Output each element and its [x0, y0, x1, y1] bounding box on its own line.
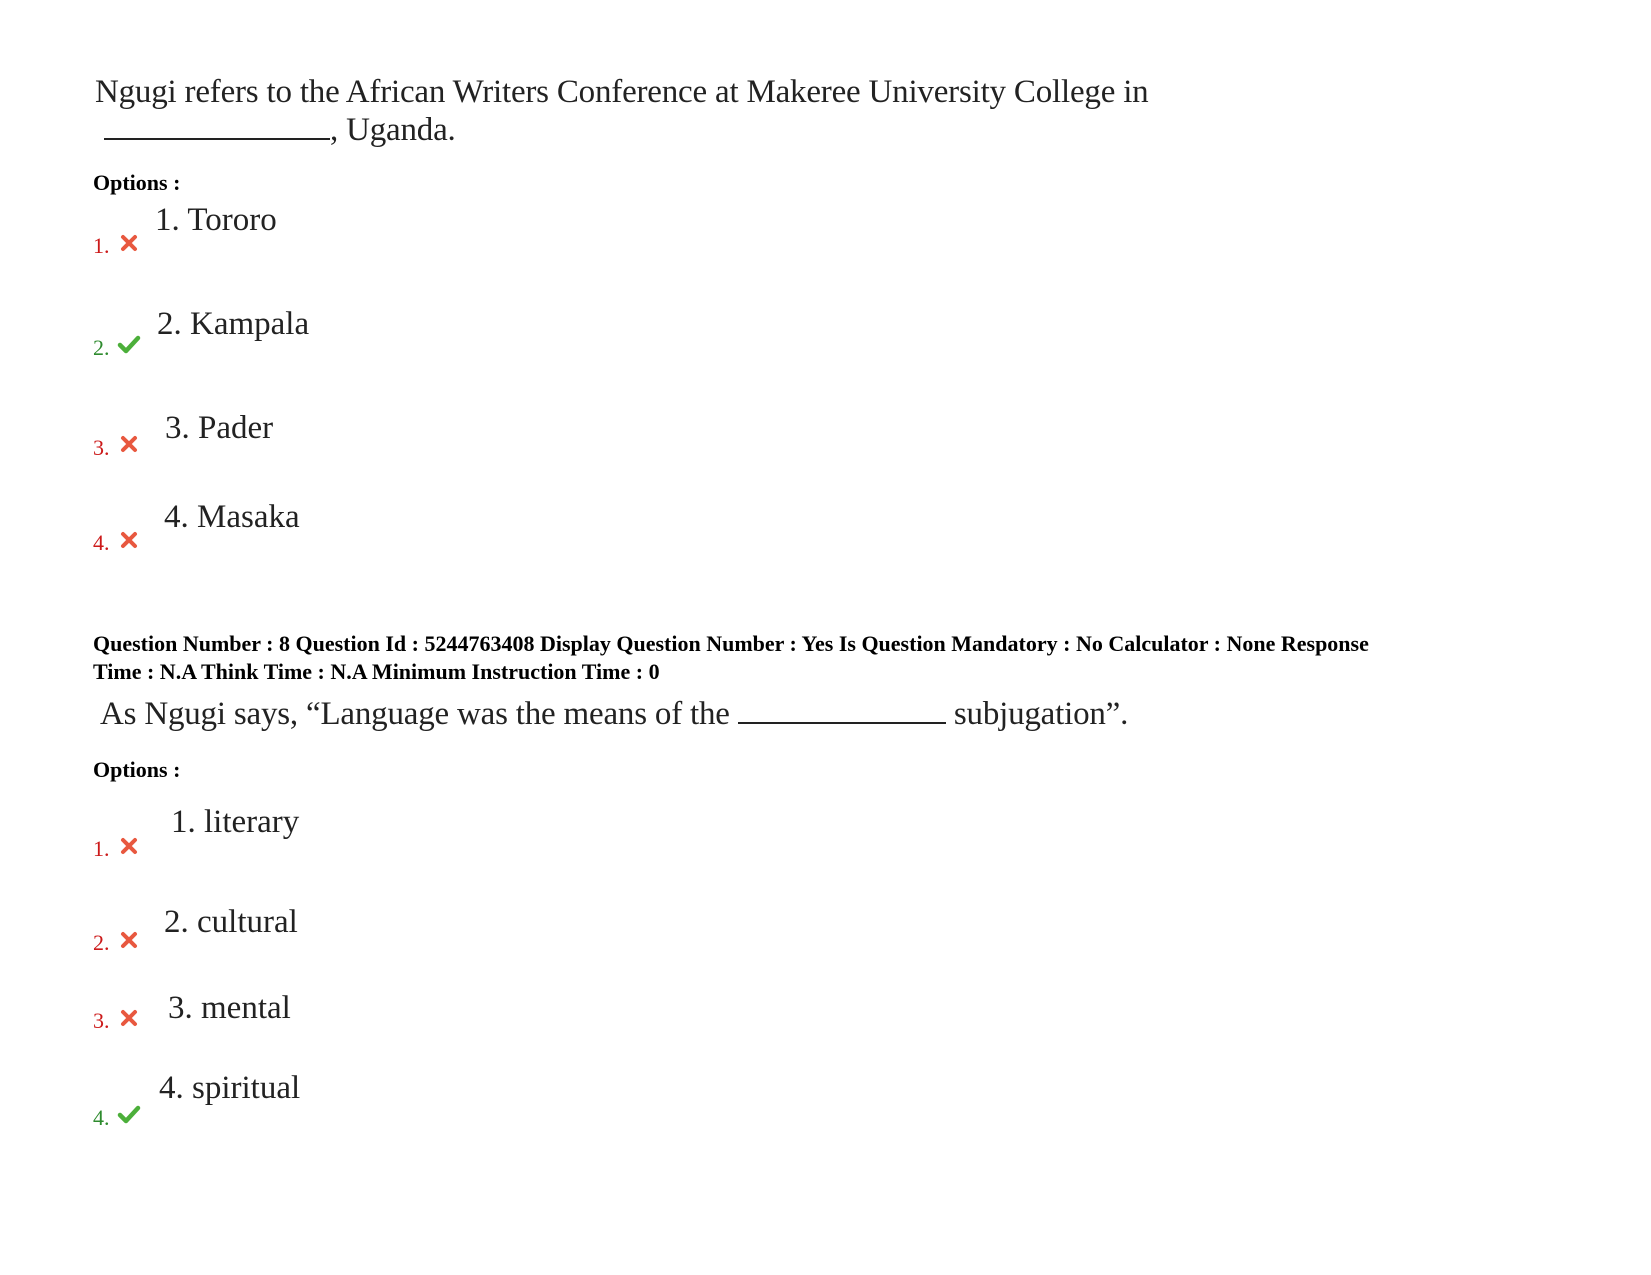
option-text: 4. spiritual	[159, 1070, 301, 1106]
option-text: 4. Masaka	[164, 499, 300, 535]
cross-icon	[119, 530, 139, 550]
question-text-line1: Ngugi refers to the African Writers Conference at Makeree University College in	[95, 74, 1149, 110]
option-item[interactable]	[93, 902, 493, 972]
option-item[interactable]	[93, 1068, 493, 1138]
option-item[interactable]	[93, 304, 493, 374]
question-text	[100, 694, 1128, 734]
option-text: 1. Tororo	[155, 202, 277, 238]
check-icon	[117, 334, 141, 354]
option-number: 4.	[93, 1105, 110, 1130]
option-text: 3. Pader	[165, 410, 274, 446]
option-item[interactable]	[93, 802, 493, 872]
question-text-suffix: , Uganda.	[330, 112, 456, 148]
question-meta-line2: Time : N.A Think Time : N.A Minimum Instruction Time : 0	[93, 659, 660, 684]
cross-icon	[119, 434, 139, 454]
option-number: 2.	[93, 930, 110, 955]
question-text-prefix: As Ngugi says, “Language was the means of the	[100, 696, 730, 732]
option-number: 3.	[93, 1008, 110, 1033]
question-meta-line1: Question Number : 8 Question Id : 5244763408 Display Question Number : Yes Is Question Mandatory : No Calculator : None Response	[93, 631, 1369, 656]
cross-icon	[119, 233, 139, 253]
question-meta	[93, 630, 1593, 686]
option-text: 2. cultural	[164, 904, 298, 940]
option-text: 1. literary	[171, 804, 300, 840]
answer-blank	[738, 694, 946, 724]
option-text: 3. mental	[168, 990, 291, 1026]
option-number: 3.	[93, 435, 110, 460]
option-item[interactable]	[93, 200, 493, 270]
option-number: 2.	[93, 335, 110, 360]
answer-blank	[104, 110, 330, 140]
option-number: 4.	[93, 530, 110, 555]
cross-icon	[119, 1008, 139, 1028]
option-text: 2. Kampala	[157, 306, 310, 342]
option-number: 1.	[93, 836, 110, 861]
option-item[interactable]	[93, 408, 493, 478]
options-label: Options :	[93, 757, 181, 782]
cross-icon	[119, 930, 139, 950]
option-item[interactable]	[93, 497, 493, 567]
option-number: 1.	[93, 233, 110, 258]
check-icon	[117, 1104, 141, 1124]
question-text-suffix: subjugation”.	[953, 696, 1129, 732]
option-item[interactable]	[93, 988, 493, 1058]
cross-icon	[119, 836, 139, 856]
question-text-line2	[104, 110, 456, 150]
options-label: Options :	[93, 170, 181, 195]
